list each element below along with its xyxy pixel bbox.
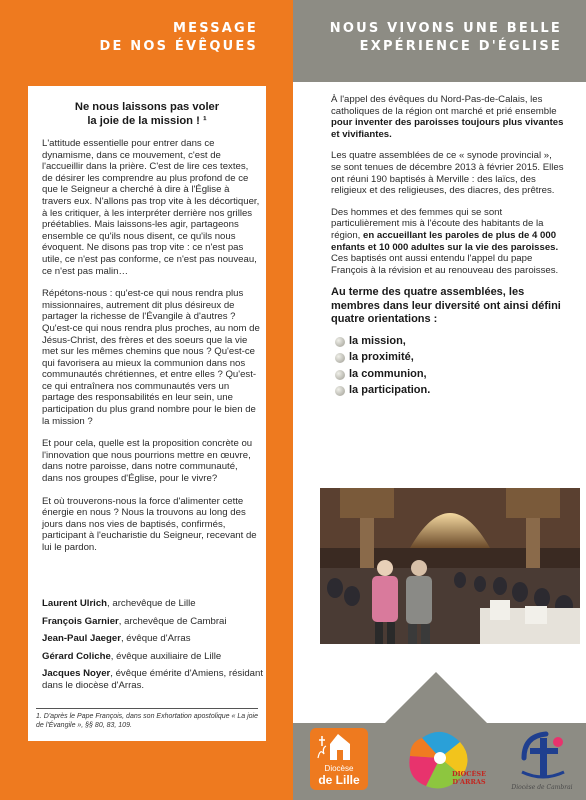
left-heading-line1: MESSAGE: [173, 21, 258, 36]
orientations-list: [331, 333, 564, 399]
signatory-name: Gérard Coliche: [42, 650, 111, 662]
right-heading-line2: EXPÉRIENCE D'ÉGLISE: [359, 39, 562, 54]
experience-emphasis: pour inventer des paroisses toujours plus vivantes et vivifiantes.: [331, 117, 564, 140]
message-title: [38, 100, 256, 128]
orientation-label: la proximité,: [349, 351, 414, 364]
orientations-heading: Au terme des quatre assemblées, les membres dans leur diversité ont ainsi défini quatre orientations :: [331, 286, 561, 326]
orientation-item: [331, 333, 564, 350]
message-paragraph: Répétons-nous : qu'est-ce qui nous rendra plus missionnaires, autrement dit plus désireux de partager la richesse de l'Évangile à d'autres ? Qu'est-ce qui nous rendra plus proches, au nom de Jésus-Christ, des frères et des soeurs que la vie met sur les mêmes chemins que nous ? Qu'est-ce qui favorisera au mieux la communion dans nos communautés chrétiennes, et entre elles ? Qu'est-ce qui entraînera nos communautés vers un partage des responsabilités en leur sein, une participation du plus grand nombre pour le bien de la mission ?: [42, 288, 260, 427]
left-section-heading: [20, 20, 258, 56]
cross-emblem-icon: [514, 728, 572, 784]
signatory-name: François Garnier: [42, 615, 119, 627]
left-heading-line2: DE NOS ÉVÊQUES: [99, 39, 258, 54]
message-paragraph: Et où trouverons-nous la force d'alimenter cette énergie en nous ? Nous la trouvons au long des jours dans nos vies de baptisés, confirmés, participant à l'eucharistie du Seigneur, recevant de lui le pardon.: [42, 495, 257, 553]
lille-logo-line2: de Lille: [318, 773, 360, 787]
message-paragraph: Et pour cela, quelle est la proposition concrète ou l'innovation que nous pourrions mettre en œuvre, dans notre paroisse, dans notre communauté, dans nos groupes d'Église, pour le vivre?: [42, 438, 253, 485]
diocese-lille-logo: [310, 728, 368, 790]
experience-emphasis: en accueillant les paroles de plus de 4 000 enfants et 10 000 adultes sur la vie des paroisses.: [331, 229, 559, 253]
right-heading-line1: NOUS VIVONS UNE BELLE: [329, 21, 562, 36]
cambrai-logo-text: Diocèse de Cambrai: [511, 784, 573, 791]
bullet-icon: [335, 337, 345, 347]
signature-item: [42, 668, 264, 691]
experience-paragraph: [331, 94, 564, 140]
signatory-name: Jacques Noyer: [42, 668, 111, 680]
signatory-role: , évêque auxiliaire de Lille: [110, 650, 222, 662]
signatory-role: , évêque d'Arras: [120, 633, 191, 645]
signature-item: [42, 633, 264, 645]
assembly-photo: [320, 488, 580, 644]
bishops-message-card: [28, 86, 266, 741]
footnote-divider: [36, 708, 258, 709]
bullet-icon: [335, 386, 345, 396]
diocese-cambrai-logo: [514, 728, 572, 784]
arras-logo-line1: DIOCÈSE: [451, 770, 487, 778]
orientation-label: la mission,: [349, 334, 406, 347]
signatory-role: , évêque émérite d'Amiens, résidant dans le diocèse d'Arras.: [42, 668, 264, 691]
orientation-label: la communion,: [349, 367, 427, 380]
message-title-line2: la joie de la mission ! ¹: [87, 115, 207, 127]
church-icon: [310, 728, 368, 764]
signature-item: [42, 616, 264, 628]
arras-logo-text: [449, 771, 489, 786]
arras-logo-line2: D'ARRAS: [452, 777, 486, 786]
orientation-item: [331, 349, 564, 366]
message-paragraph: L'attitude essentielle pour entrer dans ce dynamisme, dans ce mouvement, c'est de l'accueillir dans la prière. C'est de lire ces textes, de désirer les comprendre au plus profond de ce que le Seigneur a cherché à dire à l'Église à travers eux. N'allons pas trop vite à les décortiquer, à les critiquer, à les interpréter derrière nos grilles préétablies. Mais laissons-les agir, partageons ensemble ce qu'ils nous disent, ce qu'ils nous évoquent. Ne disons pas trop vite : ce n'est pas utile, ce n'est pas conforme, ce n'est pas nouveau, ce n'est pas malin…: [42, 138, 260, 277]
bullet-icon: [335, 370, 345, 380]
experience-body: [331, 94, 564, 399]
section-notch: [384, 672, 488, 724]
signature-item: [42, 598, 264, 610]
experience-text: Ces baptisés ont aussi entendu l'appel du pape François à la révision et au renouveau des paroisses.: [331, 253, 559, 276]
lille-logo-line1: Diocèse: [324, 764, 354, 773]
signatory-name: Laurent Ulrich: [42, 598, 108, 609]
orientation-item: [331, 366, 564, 383]
orientation-item: [331, 382, 564, 399]
orientation-label: la participation.: [349, 384, 431, 397]
message-title-line1: Ne nous laissons pas voler: [74, 101, 220, 113]
signatory-role: , archevêque de Cambrai: [118, 615, 227, 627]
footnote: 1. D'après le Pape François, dans son Exhortation apostolique « La joie de l'Évangile », §§ 80, 83, 109.: [36, 713, 258, 729]
bullet-icon: [335, 353, 345, 363]
assembly-photo-illustration: [320, 488, 580, 644]
signature-list: [42, 598, 264, 698]
experience-paragraph: [331, 207, 564, 277]
signatory-role: , archevêque de Lille: [107, 598, 196, 609]
experience-text: Des hommes et des femmes qui se sont particulièrement mis à l'écoute des habitants de la région,: [331, 206, 544, 241]
right-section-heading: [300, 20, 562, 56]
experience-text: À l'appel des évêques du Nord-Pas-de-Calais, les catholiques de la région ont marché et prié ensemble: [331, 94, 557, 117]
message-body: [42, 138, 260, 565]
signatory-name: Jean-Paul Jaeger: [42, 633, 121, 645]
signature-item: [42, 651, 264, 663]
experience-paragraph: Les quatre assemblées de ce « synode provincial », se sont tenues de décembre 2013 à février 2015. Elles ont réuni 190 baptisés à Merville : des laïcs, des religieux et des religieuses, des diacres, des prêtres.: [331, 150, 564, 197]
